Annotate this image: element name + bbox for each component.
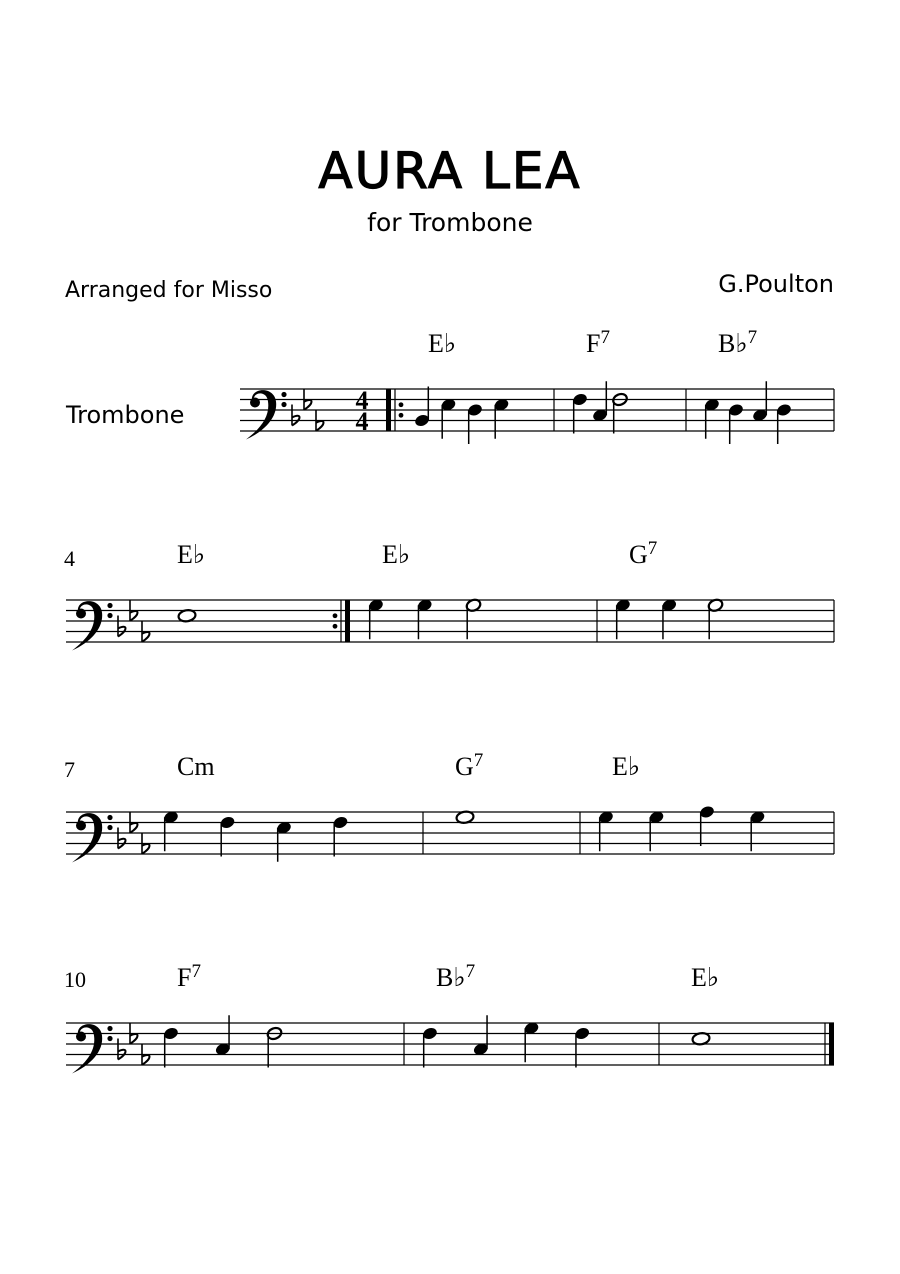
chord-symbol: E♭	[177, 540, 206, 569]
composer-credit: G.Poulton	[718, 270, 834, 298]
arranger-credit: Arranged for Misso	[65, 278, 273, 303]
measure-number: 10	[64, 967, 86, 992]
chord-symbol: E♭	[691, 963, 720, 992]
chord-symbol: E♭	[428, 329, 457, 358]
chord-symbol: $F^7$	[177, 961, 201, 992]
repeat-end-thick-bar	[345, 600, 350, 642]
instrument-label: Trombone	[66, 401, 185, 429]
time-signature-bottom: 4	[355, 407, 369, 436]
bass-clef-icon	[246, 390, 287, 439]
chord-symbol: $G^7$	[455, 750, 484, 781]
bass-clef-icon	[72, 1024, 113, 1073]
time-signature-top: 4	[355, 386, 369, 415]
flat-icon	[118, 828, 126, 849]
repeat-dot	[333, 613, 338, 618]
chord-symbol: $F^7$	[586, 327, 610, 358]
chord-symbol: Cm	[177, 752, 215, 781]
score-subtitle: for Trombone	[367, 208, 533, 237]
flat-icon	[118, 616, 126, 637]
chord-symbol: B♭$^7$	[436, 961, 476, 992]
repeat-dot	[399, 402, 404, 407]
bass-clef-icon	[72, 813, 113, 862]
score-title: AURA LEA	[318, 142, 582, 200]
repeat-start-thick-bar	[386, 389, 391, 431]
chord-symbol: $G^7$	[629, 538, 658, 569]
chord-symbol: E♭	[382, 540, 411, 569]
final-thick-bar	[829, 1023, 834, 1065]
flat-icon	[292, 405, 300, 426]
measure-number: 7	[64, 757, 75, 782]
measure-number: 4	[64, 546, 75, 571]
repeat-dot	[399, 413, 404, 418]
flat-icon	[118, 1039, 126, 1060]
repeat-dot	[333, 624, 338, 629]
chord-symbol: B♭$^7$	[718, 327, 758, 358]
chord-symbol: E♭	[612, 752, 641, 781]
bass-clef-icon	[72, 601, 113, 650]
